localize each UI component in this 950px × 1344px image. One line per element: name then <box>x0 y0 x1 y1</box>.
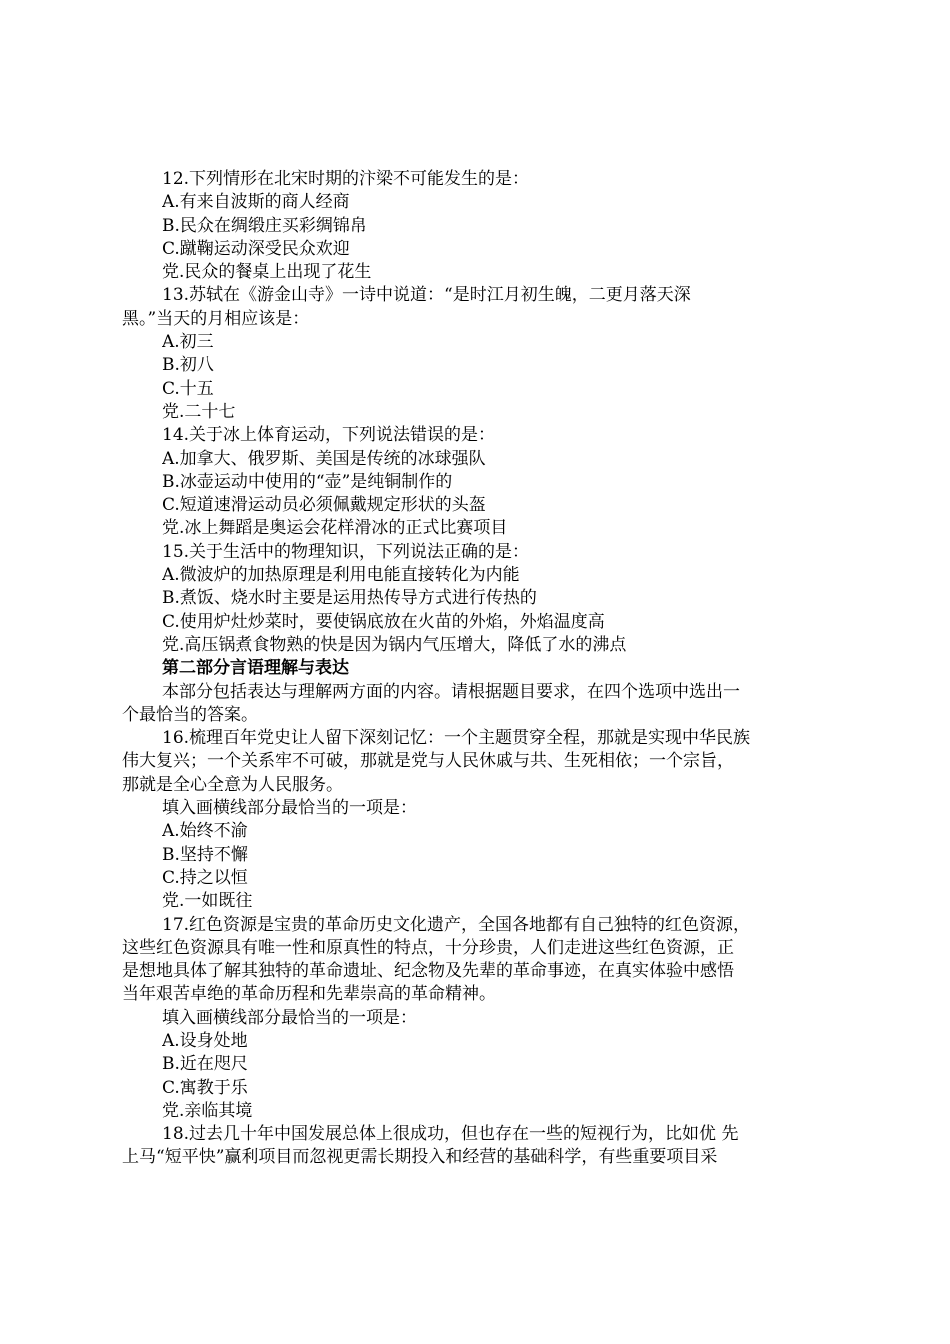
q18-stem <box>122 1123 828 1170</box>
q14-option-b: B.冰壶运动中使用的“壶”是纯铜制作的 <box>162 471 453 492</box>
q13-option-a: A.初三 <box>162 332 214 353</box>
section-intro-line-1: 本部分包括表达与理解两方面的内容。请根据题目要求，在四个选项中选出一 <box>162 681 740 702</box>
q12-option-a: A.有来自波斯的商人经商 <box>162 192 350 213</box>
q13-stem-line-1: 13.苏轼在《游金山寺》一诗中说道：“是时江月初生魄，二更月落天深 <box>162 285 691 306</box>
q16-option-a: A.始终不渝 <box>162 821 248 842</box>
q13-option-c: C.十五 <box>162 378 214 399</box>
q17-stem-line-2: 这些红色资源具有唯一性和原真性的特点，十分珍贵，人们走进这些红色资源，正 <box>122 937 734 958</box>
q14-stem: 14.关于冰上体育运动，下列说法错误的是： <box>162 425 496 446</box>
q14-option-a: A.加拿大、俄罗斯、美国是传统的冰球强队 <box>162 448 486 469</box>
section-intro-line-2: 个最恰当的答案。 <box>122 704 258 725</box>
q15-option-d: 党.高压锅煮食物熟的快是因为锅内气压增大，降低了水的沸点 <box>162 634 627 655</box>
q18-stem-line-2: 上马“短平快”赢利项目而忽视更需长期投入和经营的基础科学，有些重要项目采 <box>122 1147 718 1168</box>
q16-prompt: 填入画横线部分最恰当的一项是： <box>162 798 417 819</box>
q17-prompt: 填入画横线部分最恰当的一项是： <box>162 1007 417 1028</box>
q17-option-d: 党.亲临其境 <box>162 1100 253 1121</box>
q17-option-b: B.近在咫尺 <box>162 1054 248 1075</box>
q18-stem-line-1: 18.过去几十年中国发展总体上很成功，但也存在一些的短视行为，比如优 先 <box>162 1124 739 1145</box>
q13-stem <box>122 284 828 331</box>
section-heading: 第二部分言语理解与表达 <box>162 658 349 679</box>
q17-stem <box>122 914 828 1007</box>
q15-option-a: A.微波炉的加热原理是利用电能直接转化为内能 <box>162 565 520 586</box>
q14-option-d: 党.冰上舞蹈是奥运会花样滑冰的正式比赛项目 <box>162 518 508 539</box>
document-body <box>122 168 828 1170</box>
q13-option-b: B.初八 <box>162 355 214 376</box>
q17-option-c: C.寓教于乐 <box>162 1077 248 1098</box>
q16-option-b: B.坚持不懈 <box>162 844 248 865</box>
q12-option-d: 党.民众的餐桌上出现了花生 <box>162 262 372 283</box>
q16-option-d: 党.一如既往 <box>162 891 253 912</box>
q16-stem <box>122 727 828 797</box>
q15-option-b: B.煮饭、烧水时主要是运用热传导方式进行传热的 <box>162 588 537 609</box>
q17-stem-line-1: 17.红色资源是宝贵的革命历史文化遗产，全国各地都有自己独特的红色资源， <box>162 914 751 935</box>
q17-stem-line-3: 是想地具体了解其独特的革命遗址、纪念物及先辈的革命事迹，在真实体验中感悟 <box>122 961 734 982</box>
q15-option-c: C.使用炉灶炒菜时，要使锅底放在火苗的外焰，外焰温度高 <box>162 611 605 632</box>
q12-option-c: C.蹴鞠运动深受民众欢迎 <box>162 238 350 259</box>
q13-stem-line-2: 黑。”当天的月相应该是： <box>122 308 310 329</box>
q16-stem-line-2: 伟大复兴；一个关系牢不可破，那就是党与人民休戚与共、生死相依；一个宗旨， <box>122 751 734 772</box>
q13-option-d: 党.二十七 <box>162 401 236 422</box>
q14-option-c: C.短道速滑运动员必须佩戴规定形状的头盔 <box>162 495 486 516</box>
q12-option-b: B.民众在绸缎庄买彩绸锦帛 <box>162 215 367 236</box>
q16-stem-line-3: 那就是全心全意为人民服务。 <box>122 774 343 795</box>
q16-option-c: C.持之以恒 <box>162 867 248 888</box>
q17-option-a: A.设身处地 <box>162 1030 248 1051</box>
q16-stem-line-1: 16.梳理百年党史让人留下深刻记忆：一个主题贯穿全程，那就是实现中华民族 <box>162 728 751 749</box>
q17-stem-line-4: 当年艰苦卓绝的革命历程和先辈崇高的革命精神。 <box>122 984 496 1005</box>
section-intro <box>122 681 828 728</box>
q15-stem: 15.关于生活中的物理知识，下列说法正确的是： <box>162 541 530 562</box>
q12-stem: 12.下列情形在北宋时期的汴梁不可能发生的是： <box>162 169 530 189</box>
